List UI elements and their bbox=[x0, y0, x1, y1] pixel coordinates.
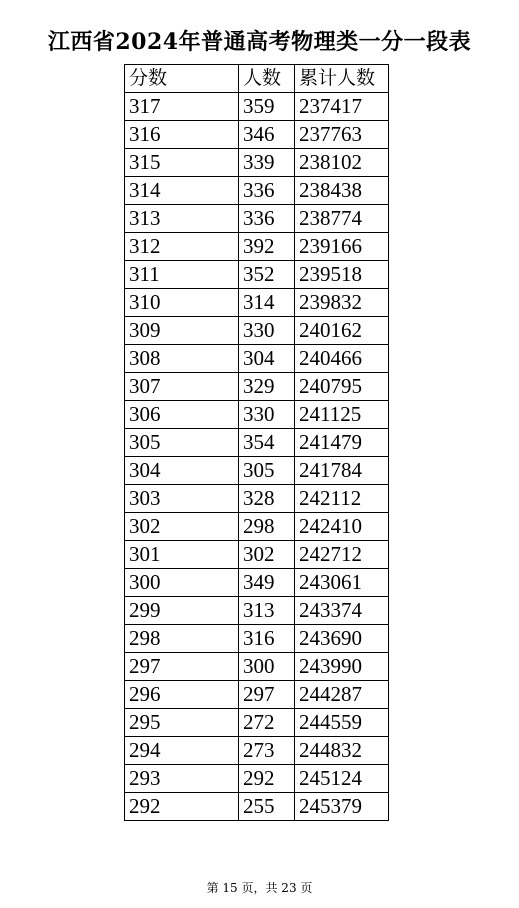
score-cell: 305 bbox=[125, 429, 239, 457]
table-body bbox=[125, 93, 389, 821]
count-cell: 354 bbox=[239, 429, 295, 457]
header-count: 人数 bbox=[239, 65, 295, 93]
table-row bbox=[125, 373, 389, 401]
count-cell: 302 bbox=[239, 541, 295, 569]
score-distribution-table bbox=[124, 64, 389, 821]
cumulative-cell: 243690 bbox=[295, 625, 389, 653]
count-cell: 304 bbox=[239, 345, 295, 373]
score-cell: 310 bbox=[125, 289, 239, 317]
table-row bbox=[125, 709, 389, 737]
score-cell: 314 bbox=[125, 177, 239, 205]
table-row bbox=[125, 457, 389, 485]
count-cell: 352 bbox=[239, 261, 295, 289]
table-row bbox=[125, 793, 389, 821]
count-cell: 298 bbox=[239, 513, 295, 541]
score-cell: 315 bbox=[125, 149, 239, 177]
cumulative-cell: 238102 bbox=[295, 149, 389, 177]
cumulative-cell: 239832 bbox=[295, 289, 389, 317]
cumulative-cell: 237763 bbox=[295, 121, 389, 149]
cumulative-cell: 243061 bbox=[295, 569, 389, 597]
table-row bbox=[125, 121, 389, 149]
count-cell: 272 bbox=[239, 709, 295, 737]
count-cell: 330 bbox=[239, 401, 295, 429]
page-footer: 第 15 页，共 23 页 bbox=[206, 881, 313, 895]
cumulative-cell: 243374 bbox=[295, 597, 389, 625]
score-cell: 308 bbox=[125, 345, 239, 373]
table-row bbox=[125, 177, 389, 205]
count-cell: 305 bbox=[239, 457, 295, 485]
count-cell: 339 bbox=[239, 149, 295, 177]
score-cell: 311 bbox=[125, 261, 239, 289]
count-cell: 292 bbox=[239, 765, 295, 793]
score-cell: 298 bbox=[125, 625, 239, 653]
score-cell: 292 bbox=[125, 793, 239, 821]
cumulative-cell: 239518 bbox=[295, 261, 389, 289]
score-cell: 302 bbox=[125, 513, 239, 541]
count-cell: 392 bbox=[239, 233, 295, 261]
count-cell: 297 bbox=[239, 681, 295, 709]
score-cell: 313 bbox=[125, 205, 239, 233]
table-row bbox=[125, 149, 389, 177]
score-cell: 300 bbox=[125, 569, 239, 597]
count-cell: 349 bbox=[239, 569, 295, 597]
count-cell: 330 bbox=[239, 317, 295, 345]
count-cell: 255 bbox=[239, 793, 295, 821]
table-row bbox=[125, 765, 389, 793]
cumulative-cell: 239166 bbox=[295, 233, 389, 261]
table-row bbox=[125, 737, 389, 765]
table-row bbox=[125, 597, 389, 625]
score-cell: 295 bbox=[125, 709, 239, 737]
count-cell: 316 bbox=[239, 625, 295, 653]
count-cell: 336 bbox=[239, 177, 295, 205]
table-row bbox=[125, 289, 389, 317]
score-cell: 303 bbox=[125, 485, 239, 513]
cumulative-cell: 241479 bbox=[295, 429, 389, 457]
score-cell: 317 bbox=[125, 93, 239, 121]
table-row bbox=[125, 401, 389, 429]
cumulative-cell: 244559 bbox=[295, 709, 389, 737]
score-cell: 301 bbox=[125, 541, 239, 569]
count-cell: 300 bbox=[239, 653, 295, 681]
cumulative-cell: 244832 bbox=[295, 737, 389, 765]
table-row bbox=[125, 261, 389, 289]
count-cell: 273 bbox=[239, 737, 295, 765]
count-cell: 329 bbox=[239, 373, 295, 401]
header-score: 分数 bbox=[125, 65, 239, 93]
cumulative-cell: 238774 bbox=[295, 205, 389, 233]
score-cell: 296 bbox=[125, 681, 239, 709]
table-row bbox=[125, 513, 389, 541]
cumulative-cell: 241125 bbox=[295, 401, 389, 429]
table-row bbox=[125, 93, 389, 121]
cumulative-cell: 241784 bbox=[295, 457, 389, 485]
table-row bbox=[125, 653, 389, 681]
cumulative-cell: 242712 bbox=[295, 541, 389, 569]
score-cell: 297 bbox=[125, 653, 239, 681]
table-row bbox=[125, 485, 389, 513]
header-cumulative: 累计人数 bbox=[295, 65, 389, 93]
score-cell: 306 bbox=[125, 401, 239, 429]
cumulative-cell: 242410 bbox=[295, 513, 389, 541]
table-row bbox=[125, 681, 389, 709]
score-cell: 307 bbox=[125, 373, 239, 401]
score-cell: 299 bbox=[125, 597, 239, 625]
table-row bbox=[125, 317, 389, 345]
score-cell: 294 bbox=[125, 737, 239, 765]
page-title: 江西省2024年普通高考物理类一分一段表 bbox=[47, 29, 472, 55]
count-cell: 313 bbox=[239, 597, 295, 625]
count-cell: 336 bbox=[239, 205, 295, 233]
score-cell: 309 bbox=[125, 317, 239, 345]
cumulative-cell: 242112 bbox=[295, 485, 389, 513]
count-cell: 328 bbox=[239, 485, 295, 513]
score-cell: 316 bbox=[125, 121, 239, 149]
cumulative-cell: 244287 bbox=[295, 681, 389, 709]
table-row bbox=[125, 625, 389, 653]
cumulative-cell: 243990 bbox=[295, 653, 389, 681]
score-cell: 293 bbox=[125, 765, 239, 793]
count-cell: 346 bbox=[239, 121, 295, 149]
score-cell: 312 bbox=[125, 233, 239, 261]
table-row bbox=[125, 569, 389, 597]
table-row bbox=[125, 429, 389, 457]
table-row bbox=[125, 345, 389, 373]
cumulative-cell: 240162 bbox=[295, 317, 389, 345]
table-header-row bbox=[125, 65, 389, 93]
table-row bbox=[125, 541, 389, 569]
table-row bbox=[125, 233, 389, 261]
cumulative-cell: 237417 bbox=[295, 93, 389, 121]
table-row bbox=[125, 205, 389, 233]
cumulative-cell: 240466 bbox=[295, 345, 389, 373]
count-cell: 314 bbox=[239, 289, 295, 317]
cumulative-cell: 240795 bbox=[295, 373, 389, 401]
cumulative-cell: 245124 bbox=[295, 765, 389, 793]
cumulative-cell: 245379 bbox=[295, 793, 389, 821]
count-cell: 359 bbox=[239, 93, 295, 121]
cumulative-cell: 238438 bbox=[295, 177, 389, 205]
score-cell: 304 bbox=[125, 457, 239, 485]
